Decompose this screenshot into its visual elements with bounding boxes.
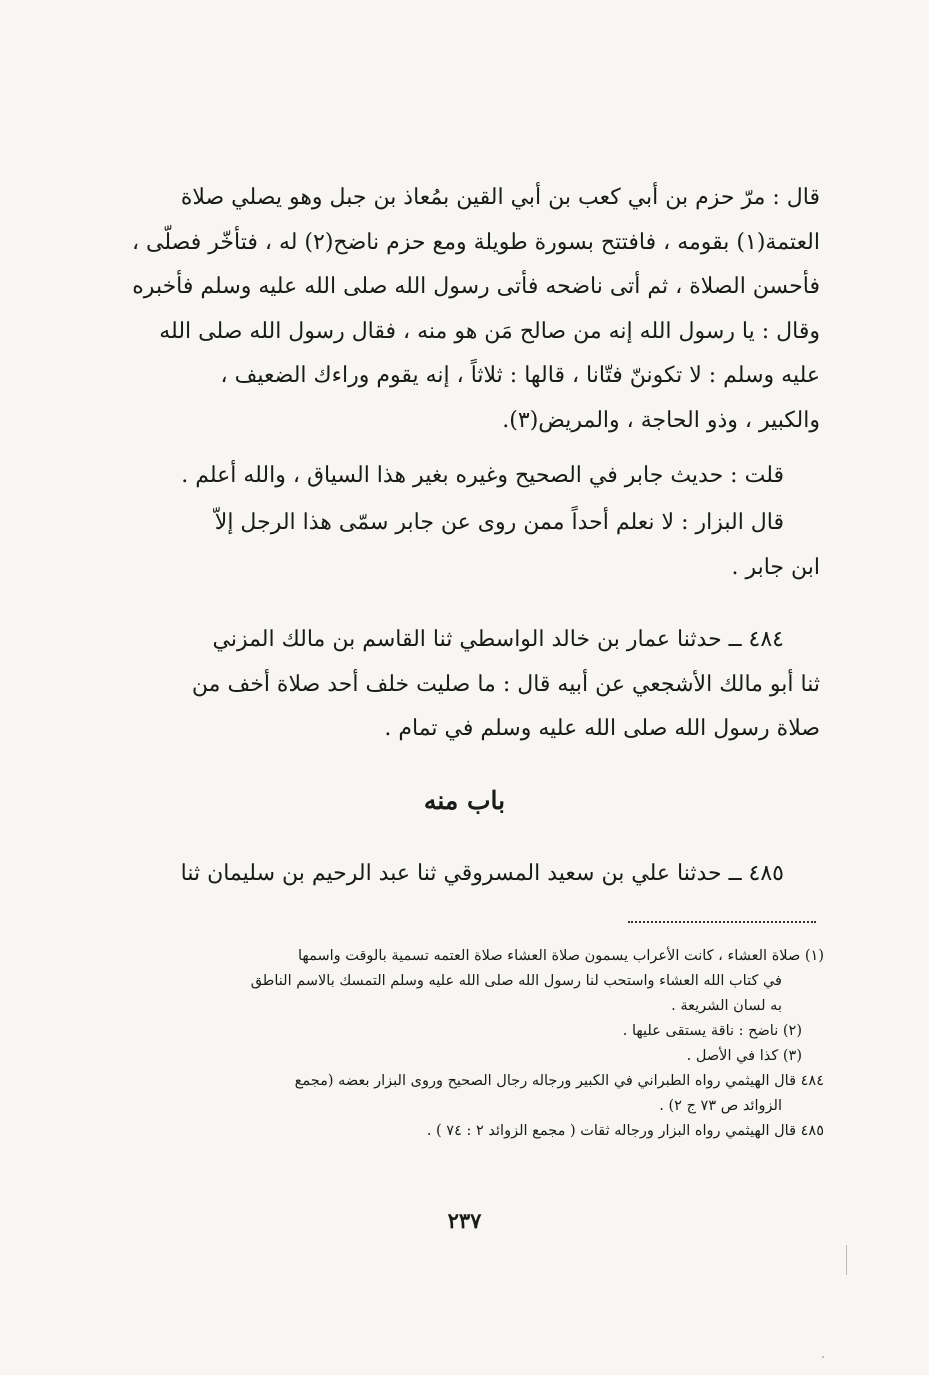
text-line: قال : مرّ حزم بن أبي كعب بن أبي القين بمُعاذ بن جبل وهو يصلي صلاة <box>180 185 820 210</box>
paragraph-qultu <box>112 454 820 499</box>
footnote-line: ٤٨٤ قال الهيثمي رواه الطبراني في الكبير ورجاله رجال الصحيح وروى البزار بعضه (مجمع <box>294 1073 824 1089</box>
text-line: والكبير ، وذو الحاجة ، والمريض(٣). <box>502 407 820 433</box>
text-line: وقال : يا رسول الله إنه من صالح مَن هو منه ، فقال رسول الله صلى الله <box>159 318 820 344</box>
scan-mark <box>846 1245 847 1275</box>
footnote-line: (١) صلاة العشاء ، كانت الأعراب يسمون صلاة العشاء صلاة العتمه تسمية بالوقت واسمها <box>297 948 824 964</box>
footnote-separator <box>628 921 816 923</box>
text-line: قال البزار : لا نعلم أحداً ممن روى عن جابر سمّى هذا الرجل إلاّ <box>214 510 784 535</box>
footnote-line: الزوائد ص ٧٣ ج ٢) . <box>659 1098 782 1114</box>
paragraph-bazzar <box>112 501 820 590</box>
footnote-line: (٢) ناضح : ناقة يستقى عليها . <box>622 1023 802 1039</box>
text-line: ثنا أبو مالك الأشجعي عن أبيه قال : ما صليت خلف أحد صلاة أخف من <box>191 671 820 697</box>
footnote-line: ٤٨٥ قال الهيثمي رواه البزار ورجاله ثقات ( مجمع الزوائد ٢ : ٧٤ ) . <box>426 1123 824 1139</box>
text-line: عليه وسلم : لا تكوننّ فتّانا ، قالها : ثلاثاً ، إنه يقوم وراءك الضعيف ، <box>220 363 820 388</box>
text-line: ٤٨٤ ــ حدثنا عمار بن خالد الواسطي ثنا القاسم بن مالك المزني <box>212 627 784 652</box>
text-line: ابن جابر . <box>731 554 820 580</box>
footnote-line: في كتاب الله العشاء واستحب لنا رسول الله صلى الله عليه وسلم التمسك بالاسم الناطق <box>250 973 782 989</box>
text-line: العتمة(١) بقومه ، فافتتح بسورة طويلة ومع حزم ناضح(٢) له ، فتأخّر فصلّى ، <box>131 229 820 255</box>
scan-mark <box>822 1356 824 1358</box>
text-line: ٤٨٥ ــ حدثنا علي بن سعيد المسروقي ثنا عبد الرحيم بن سليمان ثنا <box>180 861 784 886</box>
footnotes <box>112 944 824 1144</box>
footnote-line: (٣) كذا في الأصل . <box>686 1048 802 1064</box>
footnote-line: به لسان الشريعة . <box>671 998 782 1014</box>
paragraph-qala <box>112 176 820 443</box>
page-number: ٢٣٧ <box>447 1208 482 1233</box>
hadith-484 <box>112 618 820 752</box>
text-line: فأحسن الصلاة ، ثم أتى ناضحه فأتى رسول الله صلى الله عليه وسلم فأخبره <box>132 274 820 299</box>
chapter-heading: باب منه <box>423 786 506 815</box>
text-line: صلاة رسول الله صلى الله عليه وسلم في تمام . <box>384 716 820 741</box>
text-line: قلت : حديث جابر في الصحيح وغيره بغير هذا السياق ، والله أعلم . <box>181 463 784 488</box>
hadith-485 <box>112 852 820 897</box>
